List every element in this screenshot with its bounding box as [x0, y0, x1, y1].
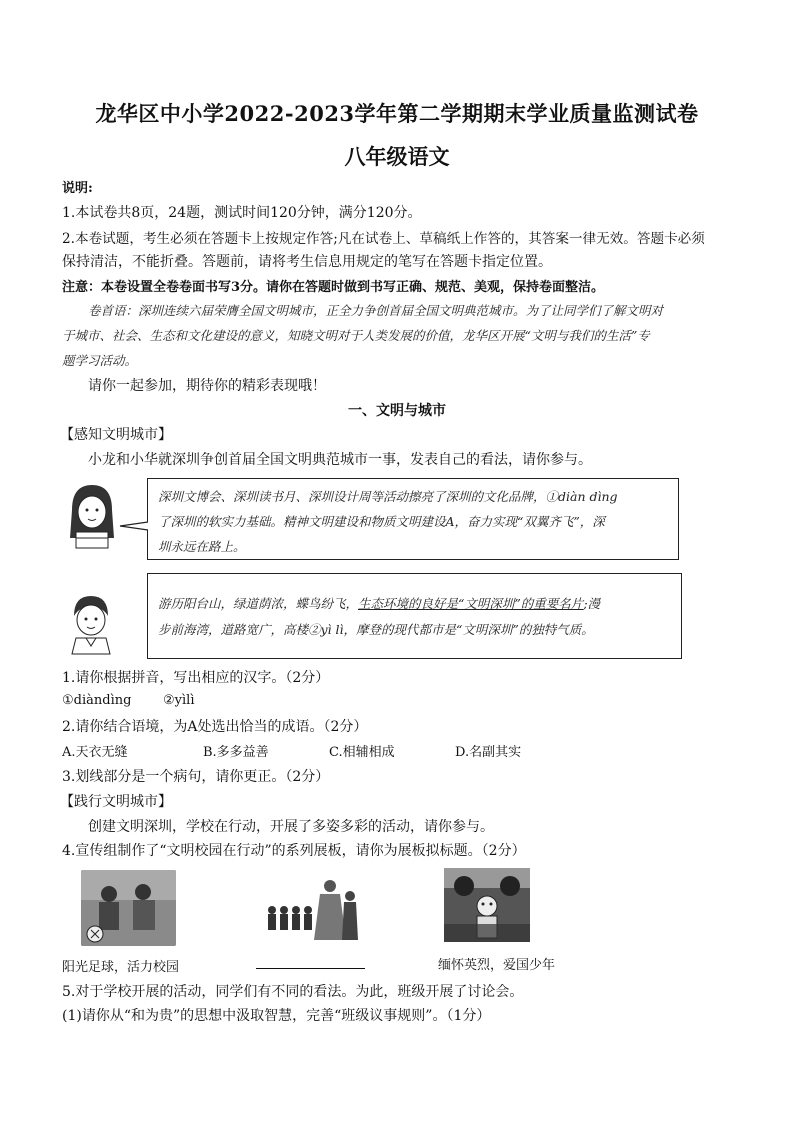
- speech-box-xiaohua: [147, 573, 682, 659]
- caption-memorial: 缅怀英烈，爱国少年: [438, 958, 556, 973]
- preface-line-3: 题学习活动。: [62, 353, 138, 368]
- memorial-photo: [444, 868, 530, 942]
- instruction-item-2a: 2.本卷试题，考生必须在答题卡上按规定作答;凡在试卷上、草稿纸上作答的，其答案一律无效。答题卡必须: [62, 231, 705, 247]
- boy-avatar: [64, 592, 118, 656]
- instruction-item-2b: 保持清洁，不能折叠。答题前，请将考生信息用规定的笔写在答题卡指定位置。: [62, 254, 552, 270]
- q2-option-b: B.多多益善: [203, 745, 269, 760]
- subsection-perceive: 【感知文明城市】: [60, 427, 172, 443]
- preface-line-1: 卷首语：深圳连续六届荣膺全国文明城市，正全力争创首届全国文明典范城市。为了让同学们了解文明对: [88, 303, 664, 318]
- question-1: 1.请你根据拼音，写出相应的汉字。（2分）: [62, 670, 330, 686]
- question-4: 4.宣传组制作了“文明校园在行动”的系列展板，请你为展板拟标题。（2分）: [62, 843, 526, 859]
- speech-line: 圳永远在路上。: [158, 539, 246, 554]
- title-answer-blank[interactable]: [256, 968, 365, 969]
- practice-intro: 创建文明深圳，学校在行动，开展了多姿多彩的活动，请你参与。: [88, 819, 494, 835]
- q2-option-d: D.名副其实: [455, 745, 522, 760]
- underlined-sentence: 生态环境的良好是“文明深圳”的重要名片: [358, 596, 584, 611]
- students-drama-photo: [258, 872, 366, 944]
- speech-tail: [118, 520, 150, 532]
- subsection-practice: 【践行文明城市】: [60, 794, 172, 810]
- q1-option-1: ①diàndìng: [62, 693, 132, 708]
- speech-box-xiaolong: [147, 478, 679, 560]
- exam-title: 龙华区中小学2022-2023学年第二学期期末学业质量监测试卷: [95, 101, 699, 126]
- speech-line: 步前海湾，道路宽广，高楼②yì lì，摩登的现代都市是“文明深圳”的独特气质。: [158, 622, 594, 637]
- exam-subtitle: 八年级语文: [344, 144, 450, 169]
- instructions-label: 说明:: [62, 181, 93, 196]
- speech-line: 游历阳台山，绿道荫浓，蝶鸟纷飞，生态环境的良好是“文明深圳”的重要名片;漫: [158, 596, 601, 611]
- question-5-1: (1)请你从“和为贵”的思想中汲取智慧，完善“班级议事规则”。（1分）: [62, 1008, 491, 1024]
- speech-line: 了深圳的软实力基础。精神文明建设和物质文明建设A，奋力实现“双翼齐飞”，深: [158, 514, 605, 529]
- speech-line: 深圳文博会、深圳读书月、深圳设计周等活动擦亮了深圳的文化品牌，①diàn dìng: [158, 489, 618, 504]
- football-photo: [81, 870, 176, 946]
- section-intro: 小龙和小华就深圳争创首届全国文明典范城市一事，发表自己的看法，请你参与。: [88, 452, 592, 468]
- q2-option-c: C.相辅相成: [329, 745, 395, 760]
- preface-invite: 请你一起参加，期待你的精彩表现哦！: [88, 378, 326, 394]
- preface-line-2: 于城市、社会、生态和文化建设的意义，知晓文明对于人类发展的价值，龙华区开展“文明与我们的生活”专: [62, 328, 650, 343]
- girl-avatar: [62, 480, 122, 550]
- q1-option-2: ②yìlì: [163, 693, 195, 708]
- caption-football: 阳光足球，活力校园: [62, 960, 180, 975]
- question-5: 5.对于学校开展的活动，同学们有不同的看法。为此，班级开展了讨论会。: [62, 984, 524, 1000]
- instruction-item-1: 1.本试卷共8页，24题，测试时间120分钟，满分120分。: [62, 205, 422, 221]
- question-2: 2.请你结合语境，为A处选出恰当的成语。（2分）: [62, 719, 368, 735]
- question-3: 3.划线部分是一个病句，请你更正。（2分）: [62, 769, 330, 785]
- section-heading: 一、文明与城市: [348, 403, 446, 419]
- exam-note: 注意：本卷设置全卷卷面书写3分。请你在答题时做到书写正确、规范、美观，保持卷面整洁。: [62, 280, 605, 295]
- q2-option-a: A.天衣无缝: [62, 745, 128, 760]
